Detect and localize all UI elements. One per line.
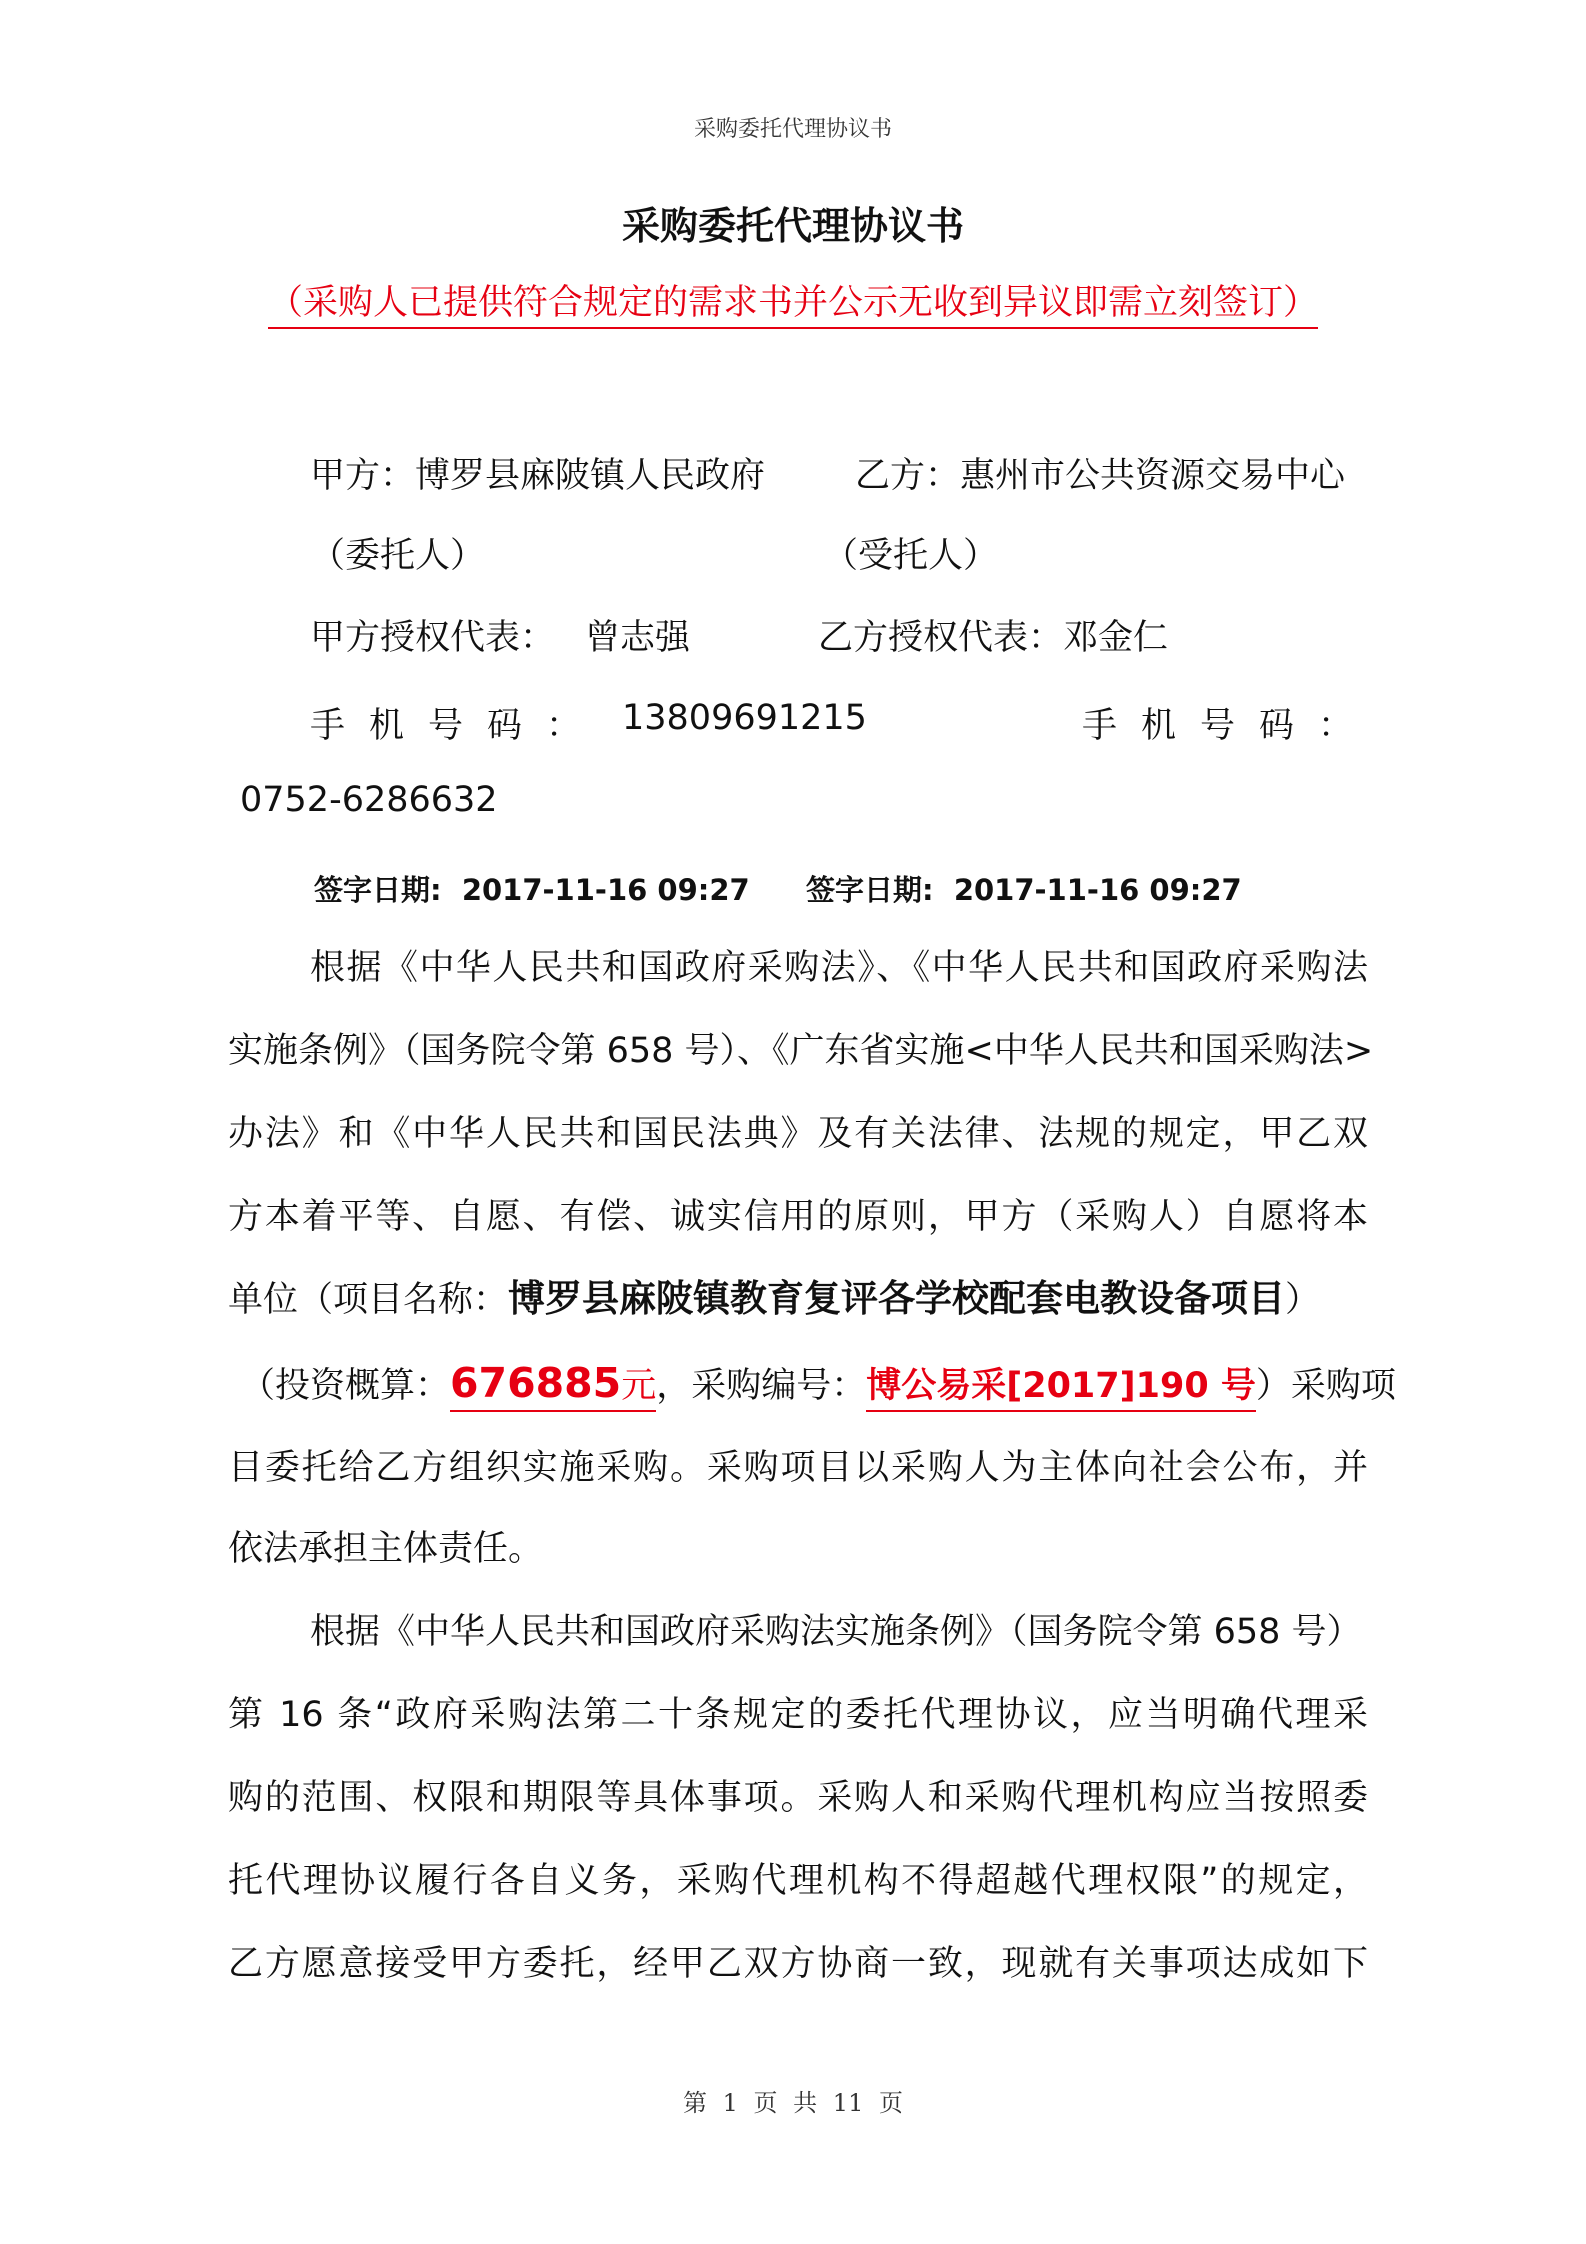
para1-line7: 目委托给乙方组织实施采购。采购项目以采购人为主体向社会公布，并 bbox=[228, 1448, 1368, 1488]
party-b-sign-date-value: 2017-11-16 09:27 bbox=[953, 873, 1242, 907]
para2-line3: 购的范围、权限和期限等具体事项。采购人和采购代理机构应当按照委 bbox=[228, 1778, 1368, 1818]
party-b-label: 乙方：惠州市公共资源交易中心 bbox=[855, 456, 1346, 496]
party-a-rep-label: 甲方授权代表： bbox=[310, 618, 556, 658]
para2-line2: 第 16 条“政府采购法第二十条规定的委托代理协议，应当明确代理采 bbox=[228, 1695, 1368, 1735]
para1-line6 bbox=[240, 1358, 1396, 1408]
para1-line3: 办法》和《中华人民共和国民法典》及有关法律、法规的规定，甲乙双 bbox=[228, 1114, 1368, 1154]
party-b-sign-date-label: 签字日期: bbox=[806, 873, 934, 907]
party-b-role: （受托人） bbox=[823, 536, 999, 576]
page-footer: 第 1 页 共 11 页 bbox=[683, 2089, 903, 2117]
para1-line2: 实施条例》（国务院令第 658 号）、《广东省实施<中华人民共和国采购法> bbox=[228, 1031, 1374, 1071]
para2-line4: 托代理协议履行各自义务，采购代理机构不得超越代理权限”的规定， bbox=[228, 1861, 1368, 1901]
document-title: 采购委托代理协议书 bbox=[621, 204, 964, 248]
subtitle-underlined bbox=[268, 283, 1318, 329]
party-b-representative bbox=[818, 610, 1168, 660]
procurement-no-suffix: ）采购项 bbox=[1255, 1366, 1396, 1406]
para2-line1: 根据《中华人民共和国政府采购法实施条例》（国务院令第 658 号） bbox=[310, 1612, 1362, 1652]
procurement-no-prefix: ，采购编号： bbox=[656, 1366, 867, 1406]
para1-line8: 依法承担主体责任。 bbox=[228, 1529, 544, 1569]
para1-line4: 方本着平等、自愿、有偿、诚实信用的原则，甲方（采购人）自愿将本 bbox=[228, 1197, 1368, 1237]
party-a-phone: 13809691215 bbox=[622, 698, 867, 738]
para1-line1: 根据《中华人民共和国政府采购法》、《中华人民共和国政府采购法 bbox=[310, 948, 1368, 988]
project-name: 博罗县麻陂镇教育复评各学校配套电教设备项目 bbox=[508, 1277, 1286, 1320]
party-a-role: （委托人） bbox=[310, 536, 486, 576]
subtitle-close-paren: ） bbox=[1283, 283, 1319, 323]
procurement-no-underlined bbox=[866, 1366, 1256, 1412]
party-a-label: 甲方：博罗县麻陂镇人民政府 bbox=[310, 456, 766, 496]
party-b-phone: 0752-6286632 bbox=[240, 780, 498, 820]
budget-unit: 元 bbox=[621, 1366, 657, 1406]
subtitle-text: 采购人已提供符合规定的需求书并公示无收到异议即需立刻签订 bbox=[302, 283, 1283, 323]
party-a-sign-date-value: 2017-11-16 09:27 bbox=[461, 873, 750, 907]
para1-line5 bbox=[228, 1268, 1368, 1322]
party-b-rep-label: 乙方授权代表： bbox=[818, 618, 1064, 658]
party-a-representative bbox=[310, 610, 690, 660]
party-a-sign-date-label: 签字日期: bbox=[314, 873, 442, 907]
project-name-suffix: ） bbox=[1285, 1280, 1321, 1320]
budget-prefix: （投资概算： bbox=[240, 1366, 451, 1406]
running-header: 采购委托代理协议书 bbox=[693, 117, 892, 142]
party-a-phone-label: 手机号码： bbox=[310, 706, 606, 746]
document-subtitle bbox=[0, 275, 1586, 325]
budget-amount: 676885 bbox=[450, 1359, 622, 1407]
budget-underlined bbox=[450, 1359, 657, 1412]
party-b-rep-name: 邓金仁 bbox=[1063, 618, 1169, 658]
party-b-sign-date bbox=[806, 868, 1242, 909]
party-a-sign-date bbox=[314, 868, 750, 909]
subtitle-open-paren: （ bbox=[267, 283, 303, 323]
project-name-prefix: 单位（项目名称： bbox=[228, 1280, 509, 1320]
para2-line5: 乙方愿意接受甲方委托，经甲乙双方协商一致，现就有关事项达成如下 bbox=[228, 1944, 1368, 1984]
procurement-no: 博公易采[2017]190 号 bbox=[866, 1366, 1256, 1406]
party-b-phone-label: 手机号码： bbox=[1082, 706, 1378, 746]
party-a-rep-name: 曾志强 bbox=[585, 618, 691, 658]
